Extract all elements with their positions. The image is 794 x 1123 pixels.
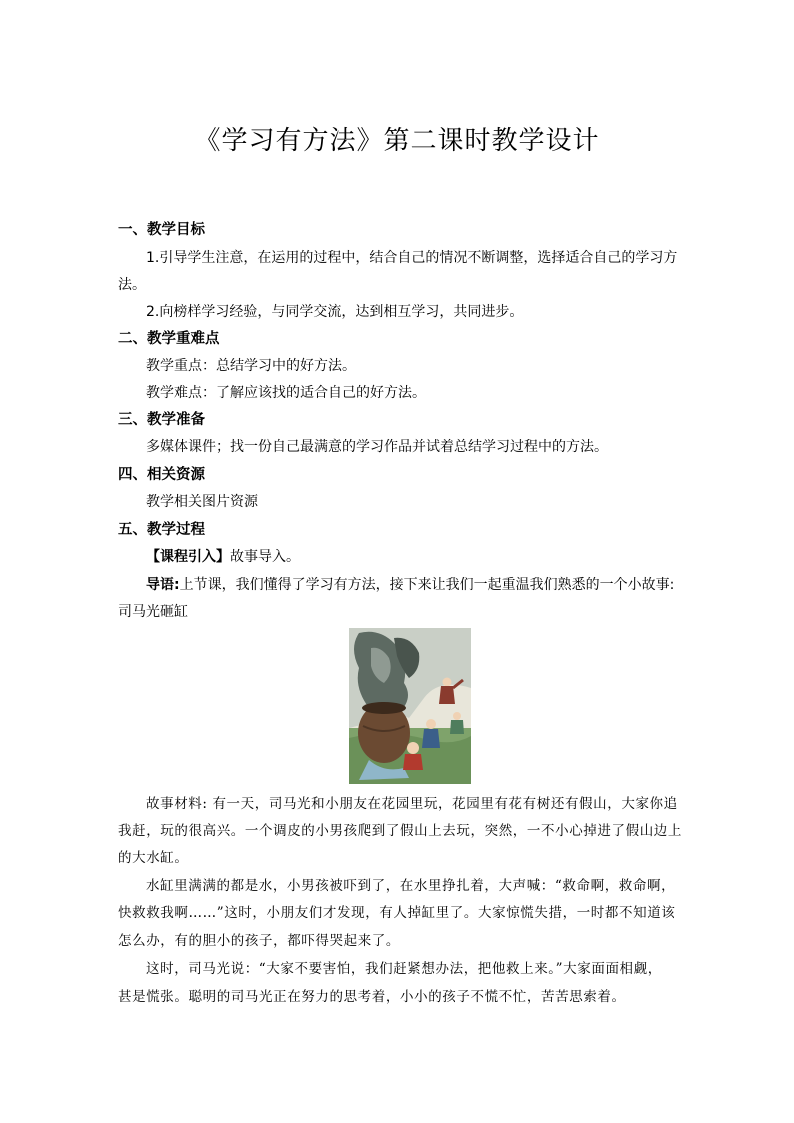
section-heading-resources: 四、相关资源 bbox=[118, 467, 205, 483]
story-p1-line-2: 我赶，玩的很高兴。一个调皮的小男孩爬到了假山上去玩，突然，一不小心掉进了假山边上 bbox=[118, 823, 682, 839]
section-heading-process: 五、教学过程 bbox=[118, 522, 205, 538]
course-intro bbox=[146, 547, 300, 567]
section-heading-key-points: 二、教学重难点 bbox=[118, 331, 220, 347]
story-p2-line-2: 快救救我啊……”这时，小朋友们才发现，有人掉缸里了。大家惊慌失措，一时都不知道该 bbox=[118, 905, 676, 921]
story-p3-line-2: 甚是慌张。聪明的司马光正在努力的思考着，小小的孩子不慌不忙，苦苦思索着。 bbox=[118, 989, 626, 1005]
story-p1-line-3: 的大水缸。 bbox=[118, 850, 189, 866]
objective-1-line-2: 法。 bbox=[118, 277, 146, 293]
story-p3-line-1: 这时，司马光说：“大家不要害怕，我们赶紧想办法，把他救上来。”大家面面相觑， bbox=[146, 961, 662, 977]
story-p2-line-3: 怎么办，有的胆小的孩子，都吓得哭起来了。 bbox=[118, 933, 400, 949]
preparation-text: 多媒体课件；找一份自己最满意的学习作品并试着总结学习过程中的方法。 bbox=[146, 439, 608, 455]
objective-1-line-1: 1.引导学生注意，在运用的过程中，结合自己的情况不断调整，选择适合自己的学习方 bbox=[146, 250, 678, 266]
story-illustration bbox=[349, 628, 471, 784]
objective-2: 2.向榜样学习经验，与同学交流，达到相互学习，共同进步。 bbox=[146, 304, 524, 320]
page-title: 《学习有方法》第二课时教学设计 bbox=[194, 126, 600, 156]
story-p1-line-1: 故事材料: 有一天，司马光和小朋友在花园里玩，花园里有花有树还有假山，大家你追 bbox=[146, 796, 678, 812]
difficult-point-text: 教学难点：了解应该找的适合自己的好方法。 bbox=[146, 385, 426, 401]
key-point-text: 教学重点：总结学习中的好方法。 bbox=[146, 358, 356, 374]
story-p2-line-1: 水缸里满满的都是水，小男孩被吓到了，在水里挣扎着，大声喊：“救命啊，救命啊， bbox=[146, 878, 676, 894]
guide-line-2: 司马光砸缸 bbox=[118, 604, 188, 620]
guide-label: 导语: bbox=[146, 577, 180, 593]
guide-text: 上节课，我们懂得了学习有方法，接下来让我们一起重温我们熟悉的一个小故事: bbox=[179, 577, 675, 593]
section-heading-objectives: 一、教学目标 bbox=[118, 222, 205, 238]
section-heading-preparation: 三、教学准备 bbox=[118, 412, 205, 428]
course-intro-text: 故事导入。 bbox=[230, 549, 300, 565]
resources-text: 教学相关图片资源 bbox=[146, 494, 258, 510]
course-intro-label: 【课程引入】 bbox=[146, 549, 230, 565]
guide-line-1 bbox=[146, 575, 674, 595]
